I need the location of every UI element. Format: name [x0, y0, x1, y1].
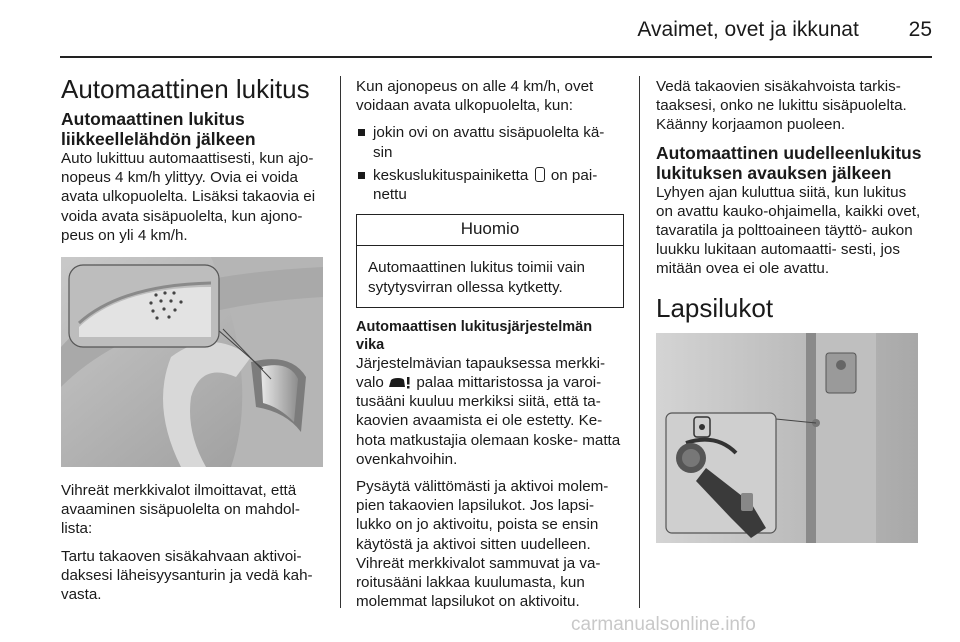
note-title: Huomio	[357, 215, 623, 246]
header-rule	[60, 56, 932, 58]
subheading-system-fault: Automaattisen lukitusjärjestelmän vika	[356, 318, 593, 353]
column-3	[656, 77, 924, 543]
paragraph: Auto lukittuu automaattisesti, kun ajo- nopeus 4 km/h ylittyy. Ovia ei voida avata ulkopuolelta. Lisäksi takaovia ei voida avata sisäpuolelta, kun ajono- peus on yli 4 km/h.	[61, 150, 316, 244]
door-handle-illustration	[61, 257, 323, 467]
column-1	[61, 74, 323, 612]
child-lock-illustration	[656, 333, 918, 543]
paragraph: Järjestelmävian tapauksessa merkki- valo palaa mittaristossa ja varoi- tusääni kuuluu merkiksi siitä, että ta- kaovien avaamista ei ole estetty. Ke- hota matkustajia olemaan koske- matta ovenkahvoihin.	[356, 354, 621, 468]
page-number: 25	[908, 18, 932, 41]
paragraph: Kun ajonopeus on alle 4 km/h, ovet voidaan avata ulkopuolelta, kun:	[356, 78, 594, 115]
heading-automatic-locking: Automaattinen lukitus	[61, 74, 310, 104]
paragraph: Vedä takaovien sisäkahvoista tarkis- taaksesi, onko ne lukittu sisäpuolelta. Käänny korjaamon puoleen.	[656, 78, 907, 134]
paragraph: Lyhyen ajan kuluttua siitä, kun lukitus on avattu kauko-ohjaimella, kaikki ovet, tavaratila ja polttoaineen täyttö- aukon luukku lukitaan automaatti- sesti, jos mitään ovea ei ole avattu.	[656, 183, 921, 278]
paragraph: Vihreät merkkivalot ilmoittavat, että avaaminen sisäpuolelta on mahdol- lista:	[61, 482, 300, 538]
heading-child-locks: Lapsilukot	[656, 292, 774, 323]
subheading-automatic-relock: Automaattinen uudelleenlukitus lukituksen avauksen jälkeen	[656, 142, 922, 183]
warning-lamp-icon	[388, 376, 412, 389]
column-divider	[340, 76, 341, 608]
page-header	[637, 18, 932, 42]
watermark: carmanualsonline.info	[571, 614, 756, 635]
note-box	[356, 214, 624, 308]
central-lock-icon	[535, 167, 545, 182]
list-item: jokin ovi on avattu sisäpuolelta kä- sin	[356, 123, 624, 161]
paragraph: Tartu takaoven sisäkahvaan aktivoi- daksesi läheisyysanturin ja vedä kah- vasta.	[61, 547, 313, 604]
condition-list	[356, 123, 624, 204]
column-2	[356, 77, 624, 619]
section-title: Avaimet, ovet ja ikkunat	[637, 18, 859, 41]
paragraph: Pysäytä välittömästi ja aktivoi molem- pien takaovien lapsilukot. Jos lapsi- lukko on jo aktivoitu, poista se ensin käytöstä ja aktivoi sitten uudelleen. Vihreät merkkivalot sammuvat ja va- roitusääni lakkaa kuulumasta, kun molemmat lapsilukot on aktivoitu.	[356, 478, 609, 611]
note-body: Automaattinen lukitus toimii vain sytytysvirran ollessa kytketty.	[368, 259, 585, 296]
subheading-drive-away-lock: Automaattinen lukitus liikkeellelähdön jälkeen	[61, 109, 256, 149]
list-item: keskuslukituspainiketta on pai- nettu	[356, 166, 624, 204]
column-divider	[639, 76, 640, 608]
